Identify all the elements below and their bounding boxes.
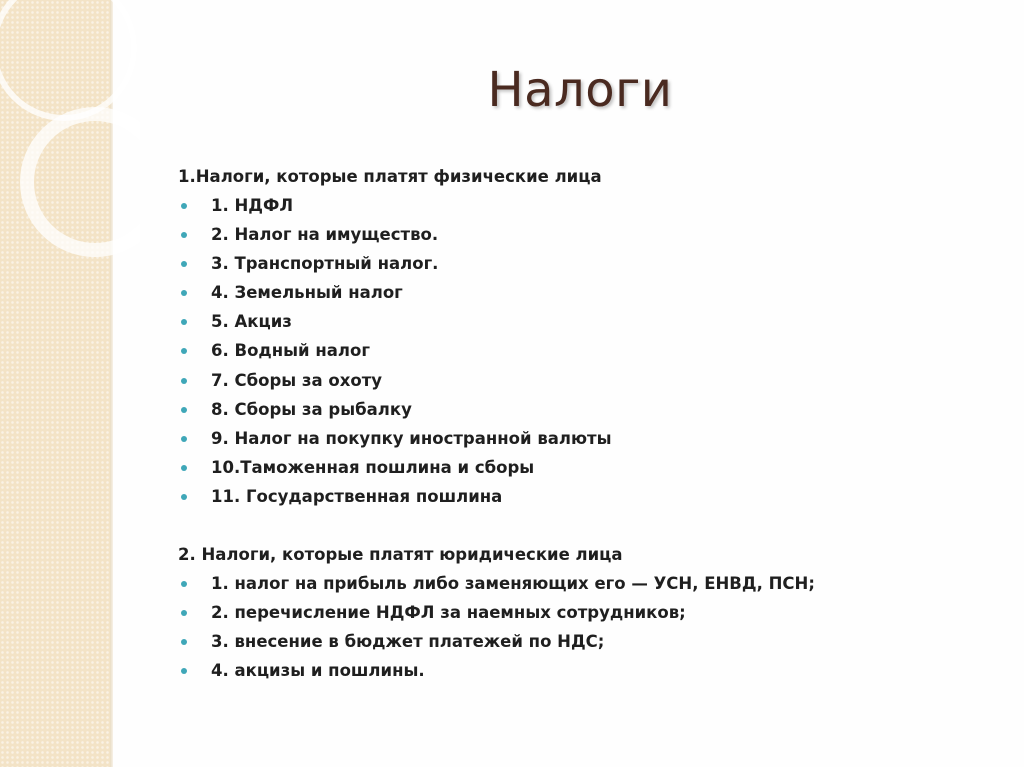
- list-item-text: 8. Сборы за рыбалку: [211, 399, 412, 419]
- section-heading: 2. Налоги, которые платят юридические лица: [178, 545, 623, 565]
- list-item: [178, 627, 978, 656]
- list-item-text: 4. Земельный налог: [211, 283, 403, 303]
- list-item: [178, 395, 978, 424]
- list-item: [178, 656, 978, 685]
- bullet-icon: [181, 319, 187, 325]
- list-item-text: 4. акцизы и пошлины.: [211, 661, 425, 681]
- list-item: [178, 453, 978, 482]
- bullet-icon: [181, 436, 187, 442]
- list-item: [178, 366, 978, 395]
- bullet-icon: [181, 639, 187, 645]
- list-item: [178, 482, 978, 511]
- list-item: [178, 336, 978, 365]
- bullet-icon: [181, 581, 187, 587]
- list-item-text: 1. НДФЛ: [211, 196, 294, 215]
- list-item: [178, 278, 978, 307]
- list-item-text: 10.Таможенная пошлина и сборы: [211, 457, 535, 477]
- bullet-icon: [181, 290, 187, 296]
- list-item-text: 2. Налог на имущество.: [211, 225, 439, 245]
- list-item: [178, 424, 978, 453]
- bullet-icon: [181, 465, 187, 471]
- list-item-text: 5. Акциз: [211, 312, 292, 332]
- list-item: [178, 220, 978, 249]
- section-heading: 1.Налоги, которые платят физические лица: [178, 167, 602, 186]
- decorative-rings: [0, 0, 140, 300]
- bullet-icon: [181, 348, 187, 354]
- ring-large: [0, 0, 134, 118]
- list-item: [178, 569, 978, 598]
- list-item-text: 9. Налог на покупку иностранной валюты: [211, 428, 612, 448]
- bullet-icon: [181, 494, 187, 500]
- list-item: [178, 249, 978, 278]
- list-item-text: 11. Государственная пошлина: [211, 486, 503, 506]
- section-spacer: [178, 511, 978, 540]
- bullet-icon: [181, 407, 187, 413]
- slide-title: Налоги: [487, 62, 673, 118]
- list-item-text: 1. налог на прибыль либо заменяющих его — УСН, ЕНВД, ПСН;: [211, 574, 815, 594]
- list-item: [178, 191, 978, 220]
- ring-thick: [27, 114, 140, 250]
- bullet-icon: [181, 203, 187, 209]
- list-item: [178, 598, 978, 627]
- slide-content: [178, 162, 978, 685]
- list-item-text: 6. Водный налог: [211, 341, 370, 361]
- list-item-text: 2. перечисление НДФЛ за наемных сотрудников;: [211, 603, 686, 623]
- bullet-icon: [181, 610, 187, 616]
- list-item-text: 3. внесение в бюджет платежей по НДС;: [211, 632, 605, 652]
- list-item: [178, 307, 978, 336]
- bullet-icon: [181, 668, 187, 674]
- bullet-icon: [181, 261, 187, 267]
- list-item-text: 7. Сборы за охоту: [211, 370, 383, 390]
- bullet-icon: [181, 232, 187, 238]
- bullet-icon: [181, 378, 187, 384]
- list-item-text: 3. Транспортный налог.: [211, 254, 439, 274]
